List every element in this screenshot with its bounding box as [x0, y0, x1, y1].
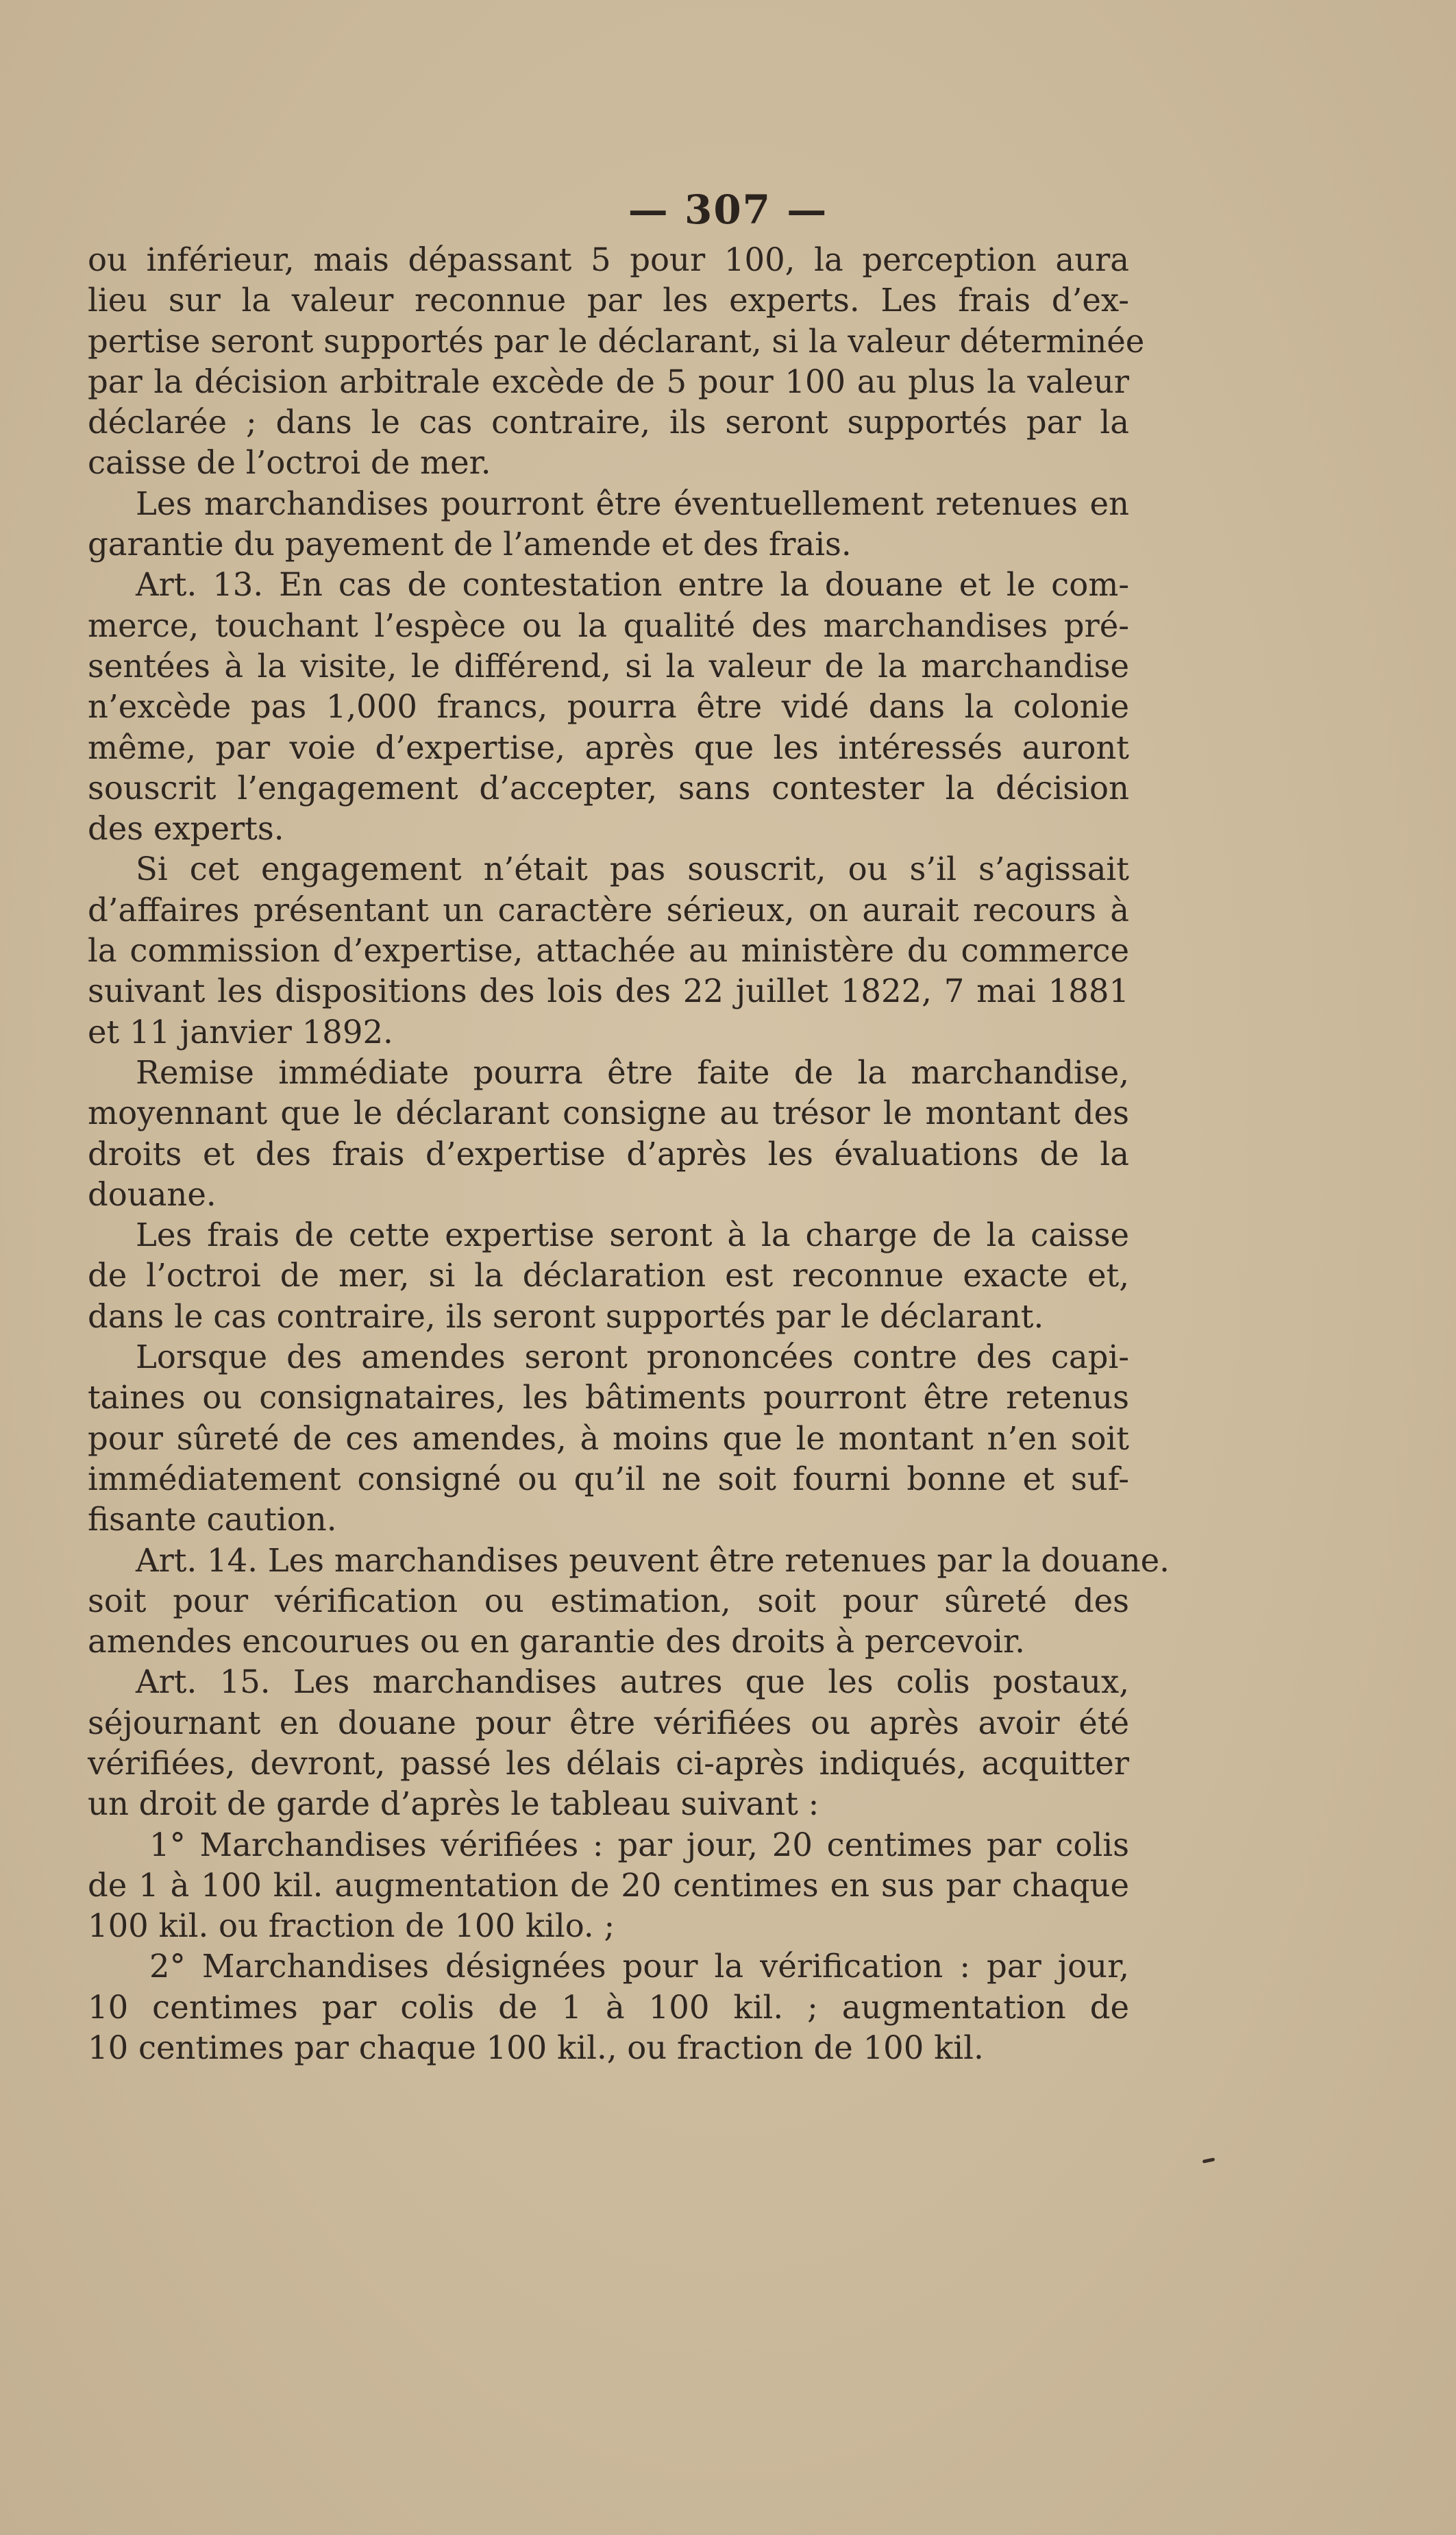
text-line: lieu sur la valeur reconnue par les experts. Les frais d’ex-: [88, 282, 1129, 319]
text-line: et 11 janvier 1892.: [88, 1013, 393, 1051]
text-line: des experts.: [88, 810, 284, 848]
text-line: pour sûreté de ces amendes, à moins que le montant n’en soit: [88, 1419, 1129, 1457]
text-line: 10 centimes par chaque 100 kil., ou fraction de 100 kil.: [88, 2029, 984, 2067]
text-line: immédiatement consigné ou qu’il ne soit fourni bonne et suf-: [88, 1460, 1129, 1497]
text-line: par la décision arbitrale excède de 5 pour 100 au plus la valeur: [88, 363, 1129, 400]
text-line: Remise immédiate pourra être faite de la marchandise,: [136, 1053, 1129, 1091]
text-line: douane.: [88, 1175, 217, 1213]
text-line: merce, touchant l’espèce ou la qualité des marchandises pré-: [88, 607, 1129, 644]
text-line: pertise seront supportés par le déclarant, si la valeur déterminée: [88, 322, 1145, 360]
text-line: suivant les dispositions des lois des 22 juillet 1822, 7 mai 1881: [88, 972, 1129, 1010]
text-line: vérifiées, devront, passé les délais ci-après indiqués, acquitter: [88, 1744, 1129, 1782]
text-line: Lorsque des amendes seront prononcées contre des capi-: [136, 1338, 1129, 1376]
text-line: taines ou consignataires, les bâtiments pourront être retenus: [88, 1379, 1129, 1417]
text-line: Si cet engagement n’était pas souscrit, ou s’il s’agissait: [136, 850, 1129, 888]
text-line: d’affaires présentant un caractère sérieux, on aurait recours à: [88, 891, 1129, 929]
text-line: Art. 15. Les marchandises autres que les colis postaux,: [136, 1663, 1129, 1701]
text-line: même, par voie d’expertise, après que les intéressés auront: [88, 728, 1129, 766]
text-line: de l’octroi de mer, si la déclaration est reconnue exacte et,: [88, 1257, 1129, 1295]
text-line: 2° Marchandises désignées pour la vérification : par jour,: [149, 1948, 1129, 1985]
text-line: Art. 14. Les marchandises peuvent être retenues par la douane.: [136, 1541, 1170, 1579]
text-line: un droit de garde d’après le tableau suivant :: [88, 1785, 819, 1823]
text-line: 10 centimes par colis de 1 à 100 kil. ; augmentation de: [88, 1988, 1129, 2026]
text-line: souscrit l’engagement d’accepter, sans contester la décision: [88, 769, 1129, 807]
text-line: Art. 13. En cas de contestation entre la douane et le com-: [136, 566, 1129, 604]
text-line: amendes encourues ou en garantie des droits à percevoir.: [88, 1623, 1025, 1661]
text-line: séjournant en douane pour être vérifiées ou après avoir été: [88, 1704, 1129, 1741]
text-line: Les marchandises pourront être éventuellement retenues en: [136, 485, 1129, 522]
text-line: caisse de l’octroi de mer.: [88, 444, 491, 482]
text-line: déclarée ; dans le cas contraire, ils seront supportés par la: [88, 404, 1129, 441]
text-line: moyennant que le déclarant consigne au trésor le montant des: [88, 1094, 1129, 1132]
text-line: n’excède pas 1,000 francs, pourra être vidé dans la colonie: [88, 688, 1129, 726]
body-text: [88, 240, 1170, 2068]
text-line: 100 kil. ou fraction de 100 kilo. ;: [88, 1907, 615, 1945]
text-line: droits et des frais d’expertise d’après les évaluations de la: [88, 1135, 1129, 1173]
text-line: Les frais de cette expertise seront à la charge de la caisse: [136, 1216, 1129, 1254]
text-line: la commission d’expertise, attachée au ministère du commerce: [88, 932, 1129, 970]
page-number: — 307 —: [628, 186, 828, 233]
text-line: garantie du payement de l’amende et des frais.: [88, 526, 852, 563]
text-line: sentées à la visite, le différend, si la valeur de la marchandise: [88, 647, 1129, 685]
text-line: 1° Marchandises vérifiées : par jour, 20 centimes par colis: [149, 1826, 1129, 1863]
text-line: dans le cas contraire, ils seront supportés par le déclarant.: [88, 1297, 1044, 1335]
text-line: soit pour vérification ou estimation, soit pour sûreté des: [88, 1582, 1129, 1619]
text-line: de 1 à 100 kil. augmentation de 20 centimes en sus par chaque: [88, 1866, 1129, 1904]
text-line: ou inférieur, mais dépassant 5 pour 100, la perception aura: [88, 241, 1129, 278]
text-line: fisante caution.: [88, 1501, 337, 1539]
ink-speck: [1202, 2157, 1216, 2164]
